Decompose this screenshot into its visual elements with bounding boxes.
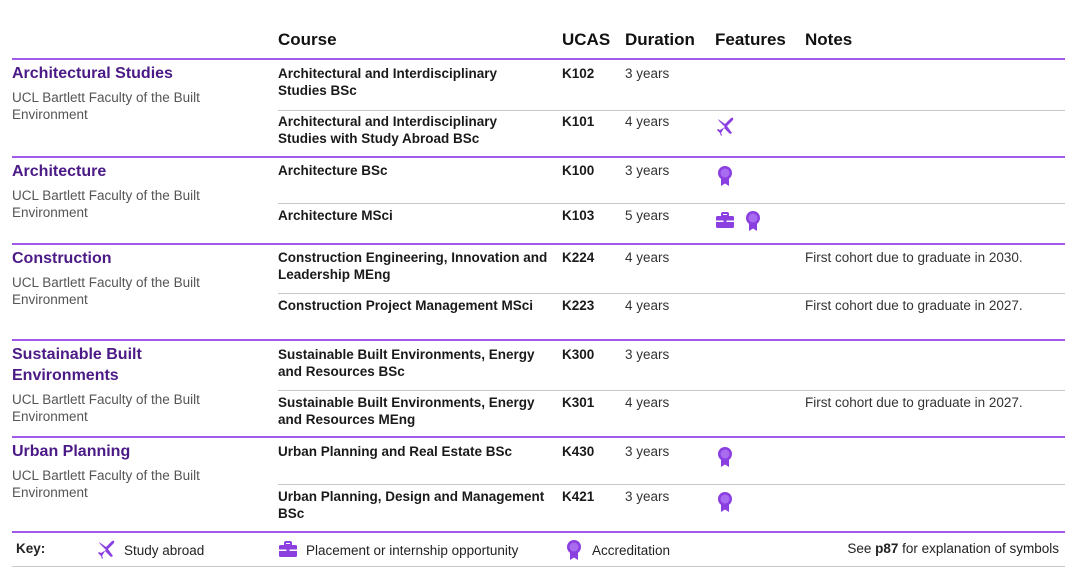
course-duration: 4 years: [625, 114, 670, 129]
subject-divider: [12, 339, 1065, 341]
course-duration: 3 years: [625, 163, 670, 178]
subject-name[interactable]: Architectural Studies: [12, 65, 173, 82]
header-duration: Duration: [625, 30, 695, 49]
subject-faculty: UCL Bartlett Faculty of the Built Environment: [12, 90, 200, 122]
course-divider: [278, 390, 1065, 391]
course-title[interactable]: Architectural and Interdisciplinary Studies with Study Abroad BSc: [278, 114, 498, 146]
key-legend: [12, 538, 1065, 562]
header-course: Course: [278, 30, 337, 49]
course-features: [715, 113, 735, 141]
key-accreditation: [564, 538, 670, 562]
plane-icon: [96, 539, 116, 561]
subject-faculty: UCL Bartlett Faculty of the Built Environment: [12, 275, 200, 307]
subject-heading: [12, 161, 252, 221]
course-title[interactable]: Construction Engineering, Innovation and Leadership MEng: [278, 250, 548, 282]
header-features: Features: [715, 30, 786, 49]
course-notes: First cohort due to graduate in 2027.: [805, 298, 1023, 313]
accreditation-icon: [715, 491, 735, 513]
course-features: [715, 162, 735, 190]
accreditation-icon: [715, 446, 735, 468]
see-page-link[interactable]: p87: [875, 541, 899, 556]
course-title[interactable]: Sustainable Built Environments, Energy and Resources MEng: [278, 395, 535, 427]
see-suffix: for explanation of symbols: [902, 541, 1059, 556]
ucas-code: K430: [562, 444, 595, 459]
key-study-abroad-label: Study abroad: [124, 542, 205, 558]
header-notes: Notes: [805, 30, 853, 49]
subject-faculty: UCL Bartlett Faculty of the Built Environment: [12, 392, 200, 424]
subject-divider: [12, 436, 1065, 438]
course-duration: 5 years: [625, 208, 670, 223]
plane-icon: [715, 116, 735, 138]
course-duration: 3 years: [625, 444, 670, 459]
table-header: [12, 30, 1065, 52]
header-ucas: UCAS: [562, 30, 611, 49]
key-divider-bottom: [12, 566, 1065, 567]
key-accreditation-label: Accreditation: [592, 542, 671, 558]
course-divider: [278, 484, 1065, 485]
accreditation-icon: [564, 539, 584, 561]
subject-faculty: UCL Bartlett Faculty of the Built Environment: [12, 468, 200, 500]
subject-heading: [12, 63, 252, 123]
course-duration: 4 years: [625, 395, 670, 410]
ucas-code: K300: [562, 347, 595, 362]
subject-divider: [12, 243, 1065, 245]
key-see-note: [847, 541, 1059, 556]
ucas-code: K100: [562, 163, 595, 178]
accreditation-icon: [715, 165, 735, 187]
course-features: [715, 207, 763, 235]
ucas-code: K101: [562, 114, 595, 129]
see-prefix: See: [847, 541, 872, 556]
briefcase-icon: [715, 210, 735, 232]
course-title[interactable]: Architecture MSci: [278, 208, 393, 223]
subject-heading: [12, 344, 252, 425]
subject-name[interactable]: Architecture: [12, 163, 107, 180]
key-study-abroad: [96, 538, 204, 562]
course-divider: [278, 293, 1065, 294]
key-label: Key:: [16, 541, 46, 556]
key-divider-top: [12, 531, 1065, 533]
course-notes: First cohort due to graduate in 2027.: [805, 395, 1023, 410]
ucas-code: K103: [562, 208, 595, 223]
course-duration: 3 years: [625, 66, 670, 81]
subject-heading: [12, 441, 252, 501]
course-title[interactable]: Urban Planning, Design and Management BSc: [278, 489, 545, 521]
course-duration: 3 years: [625, 489, 670, 504]
ucas-code: K223: [562, 298, 595, 313]
course-divider: [278, 110, 1065, 111]
course-duration: 3 years: [625, 347, 670, 362]
course-title[interactable]: Sustainable Built Environments, Energy and Resources BSc: [278, 347, 535, 379]
subject-heading: [12, 248, 252, 308]
course-title[interactable]: Architecture BSc: [278, 163, 388, 178]
course-title[interactable]: Architectural and Interdisciplinary Studies BSc: [278, 66, 498, 98]
course-features: [715, 488, 735, 516]
subject-faculty: UCL Bartlett Faculty of the Built Environment: [12, 188, 200, 220]
briefcase-icon: [278, 539, 298, 561]
subject-name[interactable]: Construction: [12, 250, 112, 267]
ucas-code: K421: [562, 489, 595, 504]
course-notes: First cohort due to graduate in 2030.: [805, 250, 1023, 265]
course-divider: [278, 203, 1065, 204]
subject-name[interactable]: Urban Planning: [12, 443, 131, 460]
key-placement: [278, 538, 518, 562]
course-duration: 4 years: [625, 250, 670, 265]
ucas-code: K102: [562, 66, 595, 81]
ucas-code: K301: [562, 395, 595, 410]
course-title[interactable]: Urban Planning and Real Estate BSc: [278, 444, 513, 459]
key-placement-label: Placement or internship opportunity: [306, 542, 519, 558]
accreditation-icon: [743, 210, 763, 232]
subject-name[interactable]: Sustainable Built Environments: [12, 346, 142, 384]
course-title[interactable]: Construction Project Management MSci: [278, 298, 534, 313]
subject-divider: [12, 156, 1065, 158]
course-duration: 4 years: [625, 298, 670, 313]
ucas-code: K224: [562, 250, 595, 265]
subject-divider: [12, 58, 1065, 60]
course-features: [715, 443, 735, 471]
